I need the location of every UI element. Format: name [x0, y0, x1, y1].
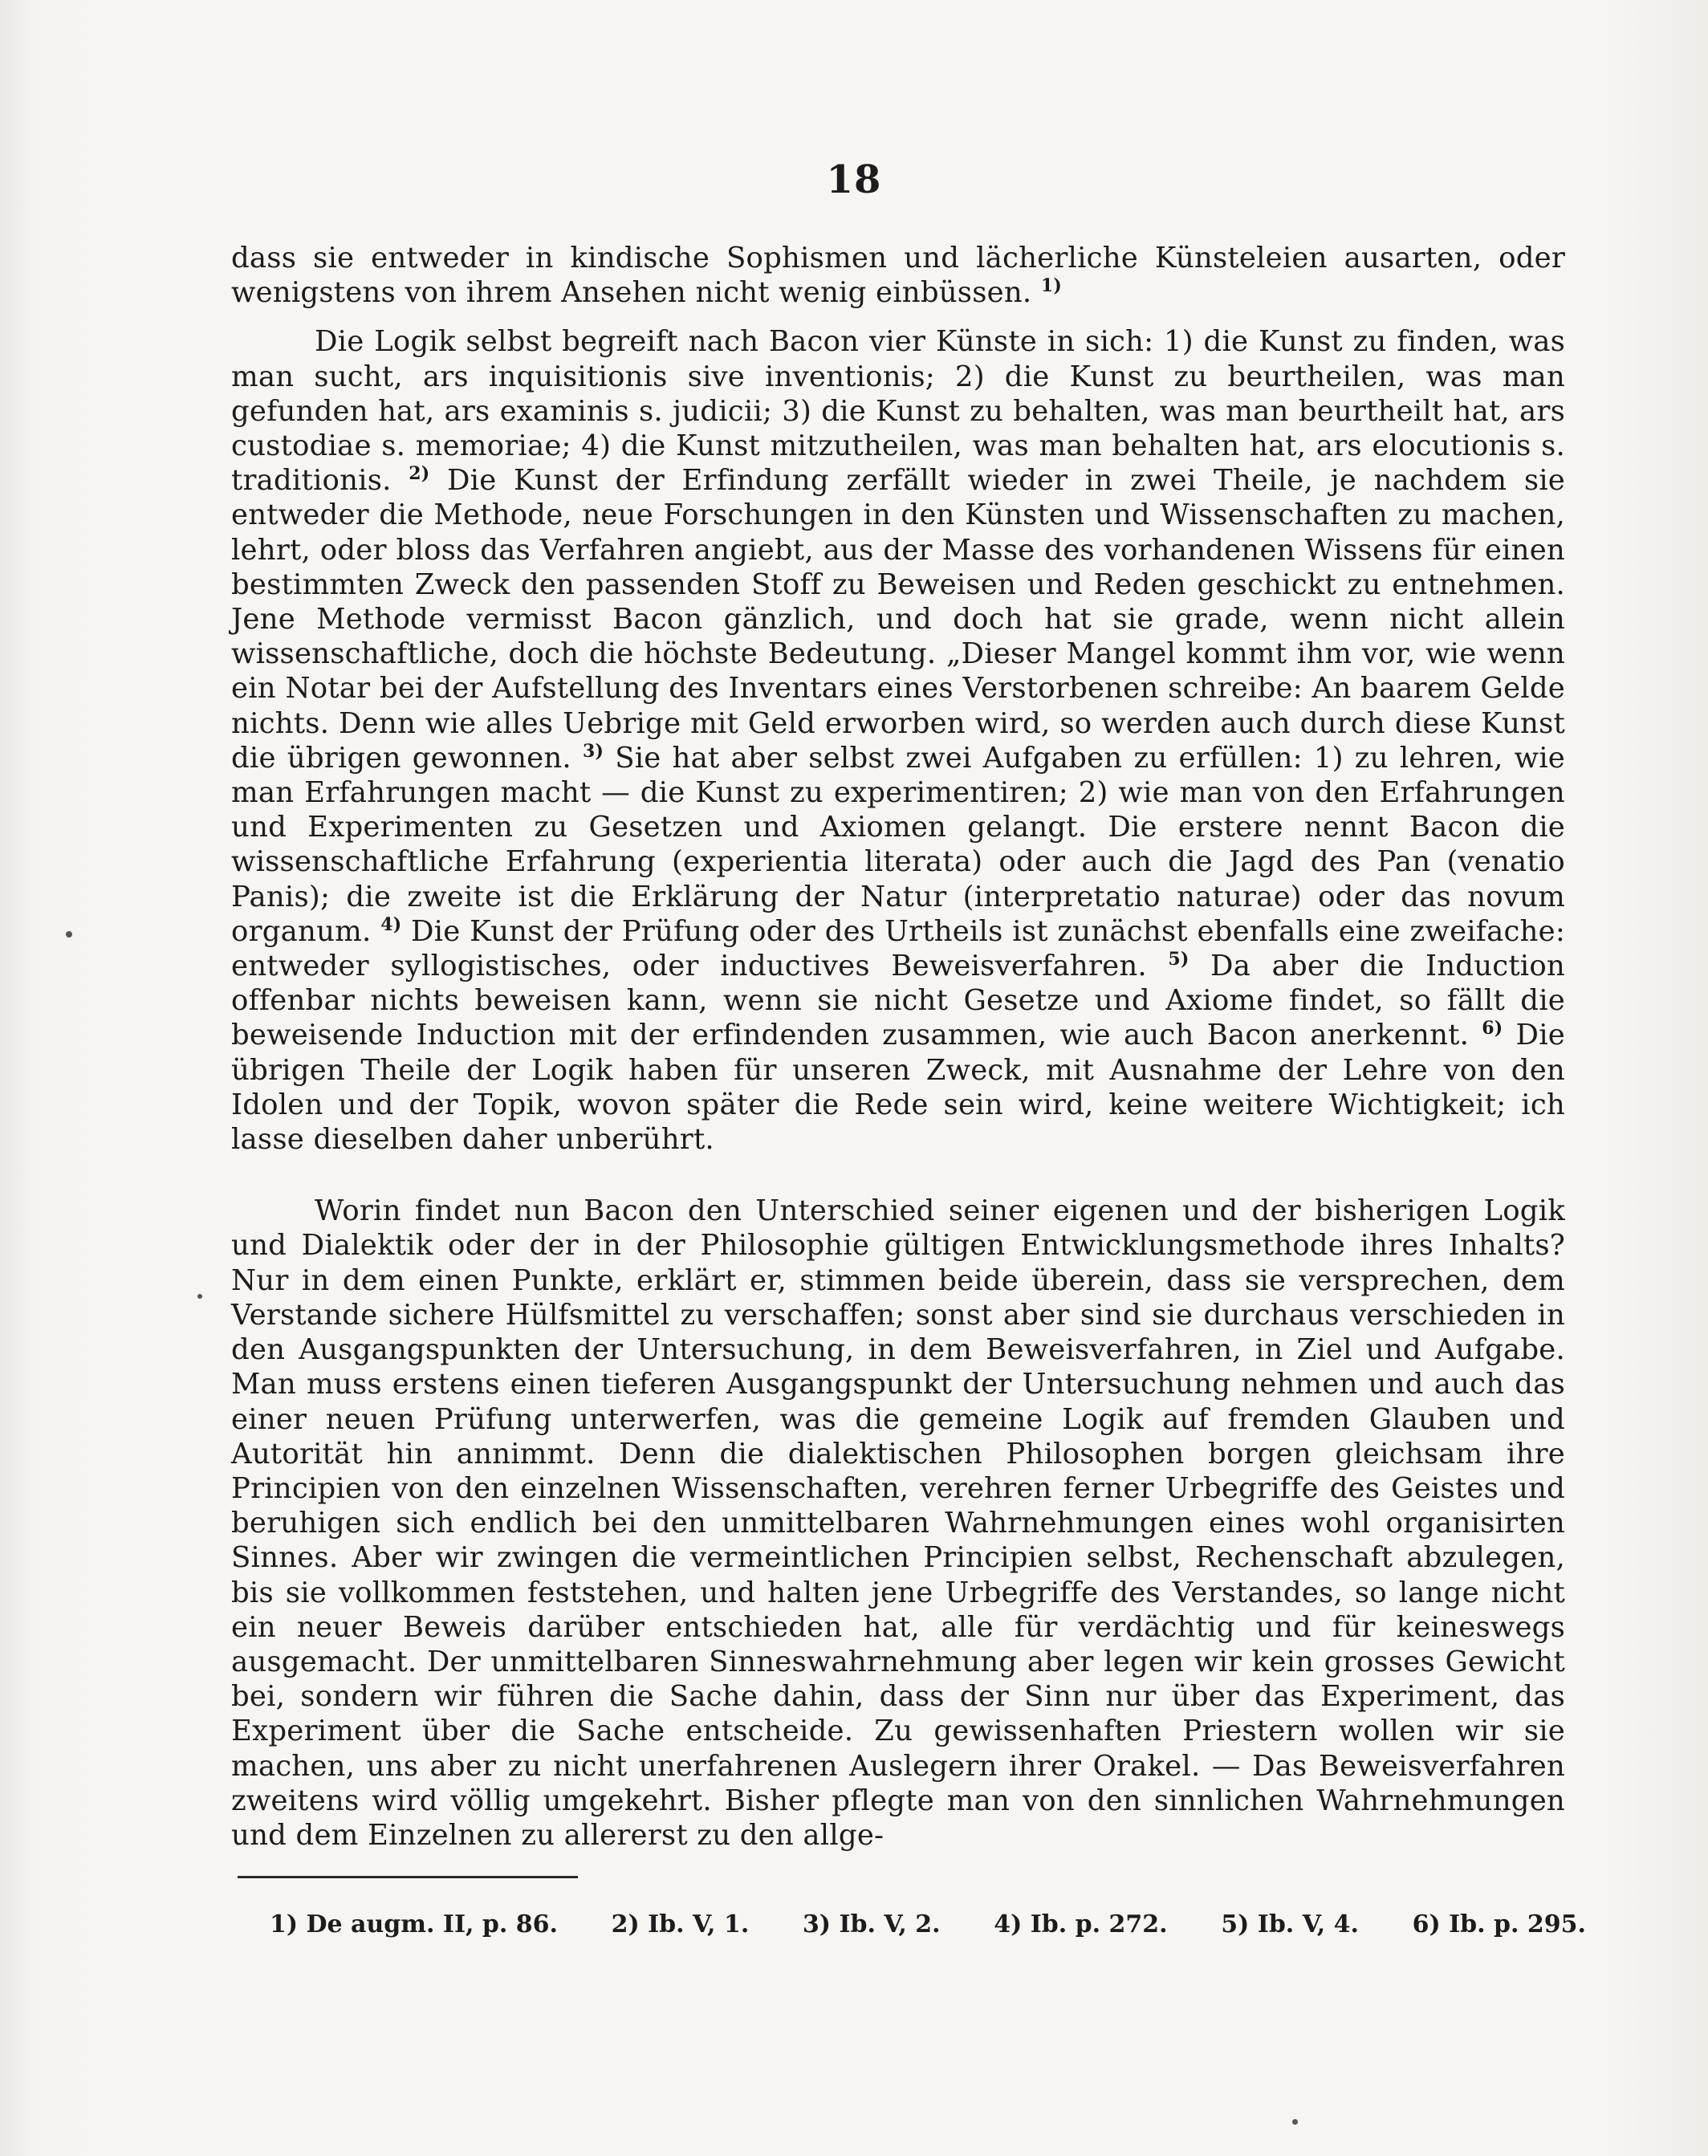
body-text: [231, 241, 1565, 1853]
footnote-reference: 2): [409, 463, 430, 485]
footnote: 6) Ib. p. 295.: [1412, 1910, 1586, 1938]
text-run: dass sie entweder in kindische Sophismen und lächerliche Künsteleien ausarten, oder wenigstens von ihrem Ansehen nicht wenig einbüssen.: [231, 242, 1565, 310]
footnotes: [270, 1910, 1586, 1938]
text-run: Die Kunst der Prüfung oder des Urtheils ist zunächst ebenfalls eine zweifache: entweder syllogistisches, oder inductives Beweisverfahren.: [231, 914, 1565, 983]
paragraph: [231, 324, 1565, 1157]
text-run: Die übrigen Theile der Logik haben für unseren Zweck, mit Ausnahme der Lehre von den Idolen und der Topik, wovon später die Rede sein wird, keine weitere Wichtigkeit; ich lasse dieselben daher unberührt.: [231, 1019, 1565, 1157]
footnote-reference: 5): [1168, 949, 1190, 970]
page-number: 18: [826, 157, 882, 202]
text-run: Da aber die Induction offenbar nichts beweisen kann, wenn sie nicht Gesetze und Axiome findet, so fällt die beweisende Induction mit der erfindenden zusammen, wie auch Bacon anerkennt.: [231, 950, 1565, 1052]
text-run: Die Logik selbst begreift nach Bacon vier Künste in sich: 1) die Kunst zu finden, was man sucht, ars inquisitionis sive inventionis; 2) die Kunst zu beurtheilen, was man gefunden hat, ars examinis s. judicii; 3) die Kunst zu behalten, was man beurtheilt hat, ars custodiae s. memoriae; 4) die Kunst mitzutheilen, was man behalten hat, ars elocutionis s. traditionis.: [231, 325, 1565, 498]
text-run: Worin findet nun Bacon den Unterschied seiner eigenen und der bisherigen Logik und Dialektik oder der in der Philosophie gültigen Entwicklungsmethode ihres Inhalts? Nur in dem einen Punkte, erklärt er, stimmen beide überein, dass sie versprechen, dem Verstande sichere Hülfsmittel zu verschaffen; sonst aber sind sie durchaus verschieden in den Ausgangspunkten der Untersuchung, in dem Beweisverfahren, in Ziel und Aufgabe. Man muss erstens einen tieferen Ausgangspunkt der Untersuchung nehmen und auch das einer neuen Prüfung unterwerfen, was die gemeine Logik auf fremden Glauben und Autorität hin annimmt. Denn die dialektischen Philosophen borgen gleichsam ihre Principien von den einzelnen Wissenschaften, verehren ferner Urbegriffe des Geistes und beruhigen sich endlich bei den unmittelbaren Wahrnehmungen eines wohl organisirten Sinnes. Aber wir zwingen die vermeintlichen Principien selbst, Rechenschaft abzulegen, bis sie vollkommen feststehen, und halten jene Urbegriffe des Verstandes, so lange nicht ein neuer Beweis darüber entschieden hat, alle für verdächtig und für keineswegs ausgemacht. Der unmittelbaren Sinneswahrnehmung aber legen wir kein grosses Gewicht bei, sondern wir führen die Sache dahin, dass der Sinn nur über das Experiment, das Experiment über die Sache entscheide. Zu gewissenhaften Priestern wollen wir sie machen, uns aber zu nicht unerfahrenen Auslegern ihrer Orakel. — Das Beweisverfahren zweitens wird völlig umgekehrt. Bisher pflegte man von den sinnlichen Wahrnehmungen und dem Einzelnen zu allererst zu den allge-: [231, 1194, 1565, 1852]
footnote: 3) Ib. V, 2.: [802, 1910, 941, 1938]
footnote: 5) Ib. V, 4.: [1221, 1910, 1359, 1938]
footnote-reference: 1): [1040, 275, 1063, 297]
footnote-reference: 4): [380, 914, 402, 936]
footnote-reference: 6): [1482, 1018, 1503, 1039]
footnote-reference: 3): [583, 741, 604, 763]
footnote-rule: [238, 1876, 578, 1878]
footnote: 1) De augm. II, p. 86.: [270, 1910, 558, 1938]
footnote: 4) Ib. p. 272.: [994, 1910, 1168, 1938]
paragraph: [231, 1194, 1565, 1853]
text-run: Die Kunst der Erfindung zerfällt wieder in zwei Theile, je nachdem sie entweder die Methode, neue Forschungen in den Künsten und Wissenschaften zu machen, lehrt, oder bloss das Verfahren angiebt, aus der Masse des vorhandenen Wissens für einen bestimmten Zweck den passenden Stoff zu Beweisen und Reden geschickt zu entnehmen. Jene Methode vermisst Bacon gänzlich, und doch hat sie grade, wenn nicht allein wissenschaftliche, doch die höchste Bedeutung. „Dieser Mangel kommt ihm vor, wie wenn ein Notar bei der Aufstellung des Inventars eines Verstorbenen schreibe: An baarem Gelde nichts. Denn wie alles Uebrige mit Geld erworben wird, so werden auch durch diese Kunst die übrigen gewonnen.: [231, 464, 1566, 775]
text-run: Sie hat aber selbst zwei Aufgaben zu erfüllen: 1) zu lehren, wie man Erfahrungen macht — die Kunst zu experimentiren; 2) wie man von den Erfahrungen und Experimenten zu Gesetzen und Axiomen gelangt. Die erstere nennt Bacon die wissenschaftliche Erfahrung (experientia literata) oder auch die Jagd des Pan (venatio Panis); die zweite ist die Erklärung der Natur (interpretatio naturae) oder das novum organum.: [231, 741, 1565, 948]
footnote: 2) Ib. V, 1.: [611, 1910, 750, 1938]
paragraph: [231, 241, 1565, 310]
